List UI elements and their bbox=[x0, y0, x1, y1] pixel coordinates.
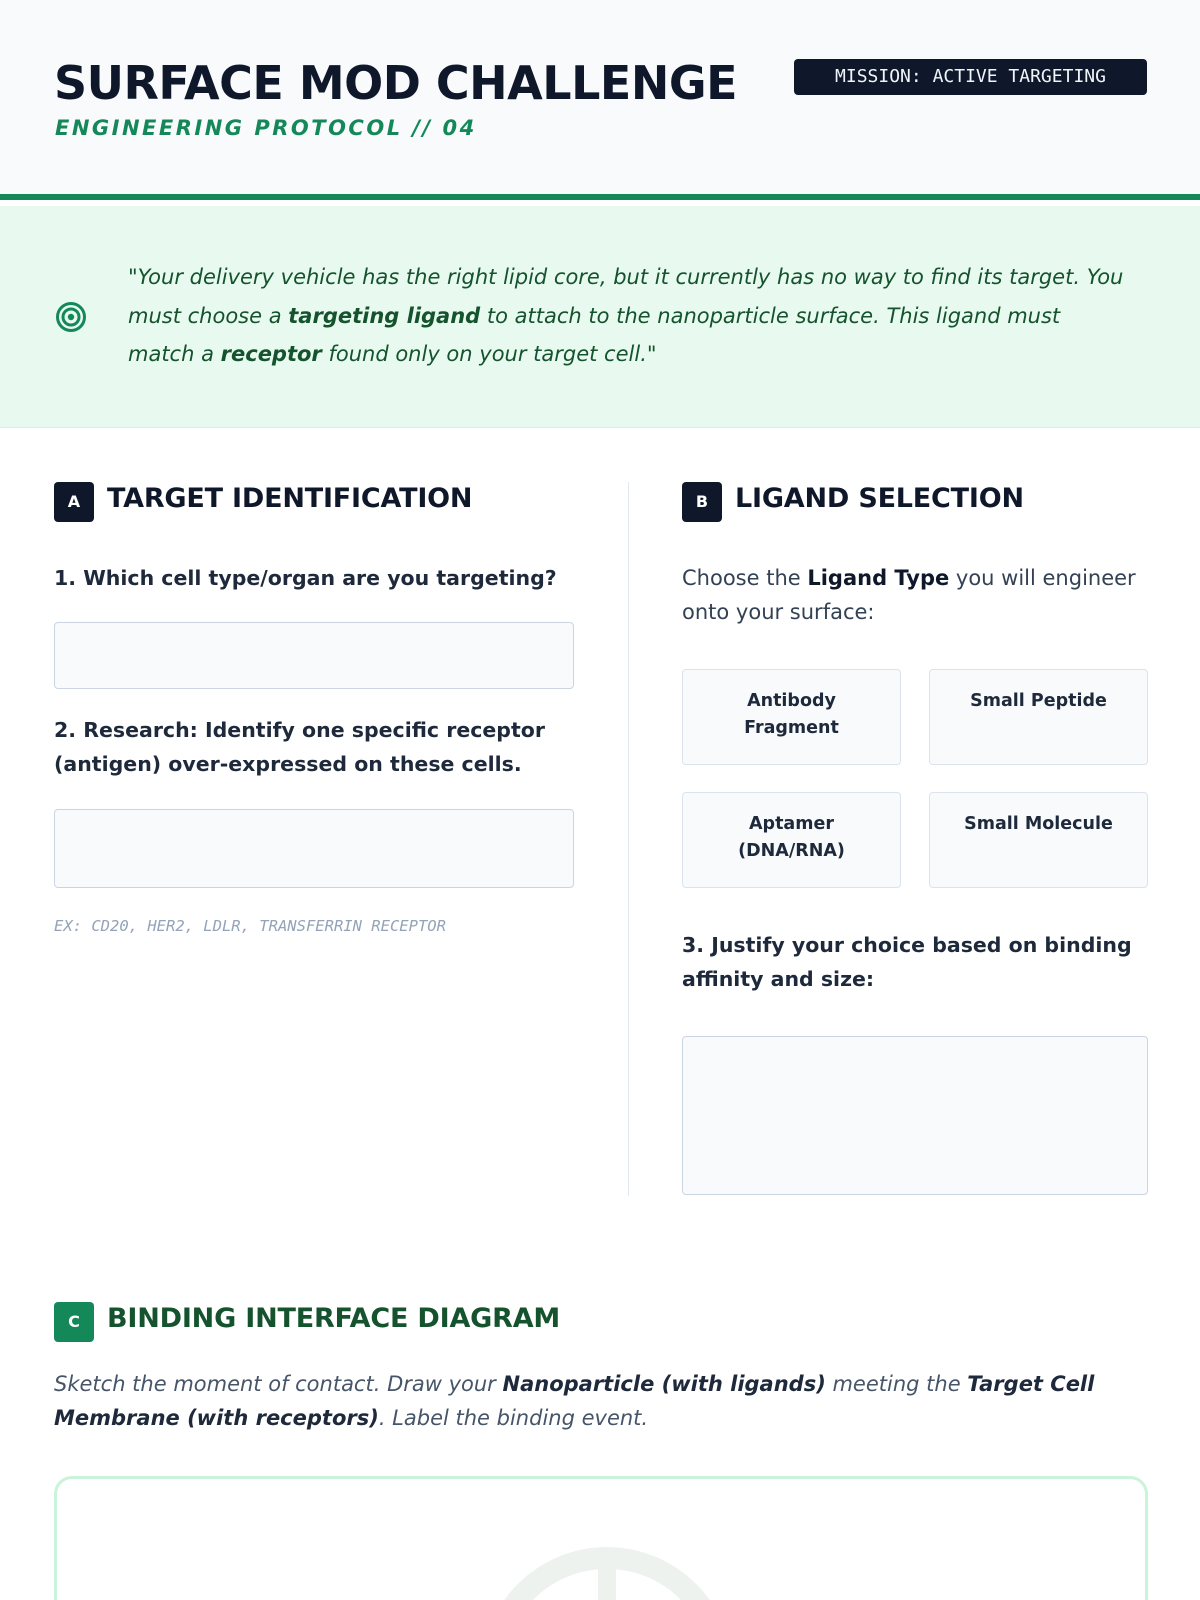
page-title: SURFACE MOD CHALLENGE bbox=[54, 56, 738, 110]
section-c-badge: C bbox=[54, 1302, 94, 1342]
section-a-title: TARGET IDENTIFICATION bbox=[107, 483, 473, 514]
watermark-icon bbox=[477, 1543, 737, 1600]
intro-keyword-receptor: receptor bbox=[220, 342, 322, 366]
column-divider bbox=[628, 482, 629, 1196]
section-a-badge: A bbox=[54, 482, 94, 522]
intro-keyword-ligand: targeting ligand bbox=[288, 303, 481, 328]
ligand-instruction: Choose the Ligand Type you will engineer onto your surface: bbox=[682, 566, 1136, 624]
question-1: 1. Which cell type/organ are you targeting? bbox=[54, 566, 557, 590]
intro-quote: "Your delivery vehicle has the right lipid core, but it currently has no way to find its target. You must choose a targeting ligand to attach to the nanoparticle surface. This ligand must match a receptor found only on your target cell." bbox=[128, 265, 1124, 366]
option-small-molecule[interactable]: Small Molecule bbox=[929, 792, 1148, 888]
question-2: 2. Research: Identify one specific receptor (antigen) over-expressed on these cells. bbox=[54, 718, 545, 776]
receptor-input[interactable] bbox=[54, 809, 574, 888]
option-aptamer[interactable]: Aptamer (DNA/RNA) bbox=[682, 792, 901, 888]
page-subtitle: ENGINEERING PROTOCOL // 04 bbox=[55, 116, 477, 140]
target-icon bbox=[55, 301, 87, 333]
diagram-drawing-area[interactable] bbox=[54, 1476, 1148, 1600]
section-b-title: LIGAND SELECTION bbox=[735, 483, 1024, 514]
mission-badge: MISSION: ACTIVE TARGETING bbox=[794, 59, 1147, 95]
option-antibody-fragment[interactable]: Antibody Fragment bbox=[682, 669, 901, 765]
target-cell-input[interactable] bbox=[54, 622, 574, 689]
question-3: 3. Justify your choice based on binding affinity and size: bbox=[682, 933, 1132, 991]
receptor-example-hint: EX: CD20, HER2, LDLR, TRANSFERRIN RECEPTOR bbox=[54, 917, 446, 935]
page-header bbox=[0, 0, 1200, 200]
diagram-instructions: Sketch the moment of contact. Draw your Nanoparticle (with ligands) meeting the Target Cell Membrane (with receptors). Label the binding event. bbox=[54, 1372, 1095, 1430]
section-c-title: BINDING INTERFACE DIAGRAM bbox=[107, 1303, 561, 1334]
section-b-badge: B bbox=[682, 482, 722, 522]
justification-input[interactable] bbox=[682, 1036, 1148, 1195]
option-small-peptide[interactable]: Small Peptide bbox=[929, 669, 1148, 765]
